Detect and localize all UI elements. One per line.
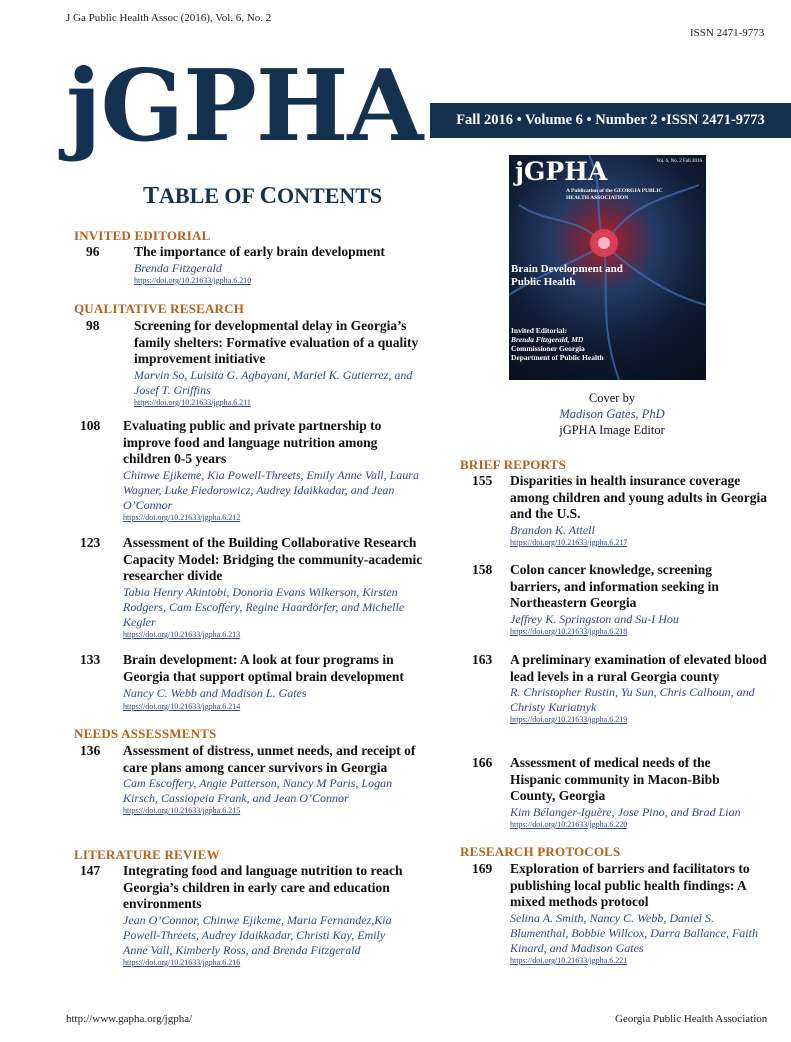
doi-link[interactable]: https://doi.org/10.21633/jgpha.6.216 — [123, 957, 241, 967]
journal-citation: J Ga Public Health Assoc (2016), Vol. 6, No. 2 — [66, 12, 272, 24]
page-number: 136 — [80, 743, 101, 758]
cover-image — [509, 155, 706, 380]
page-number: 98 — [86, 318, 100, 333]
toc-title: TABLE OF CONTENTS — [143, 183, 383, 209]
article-authors: Jean O’Connor, Chinwe Ejikeme, Maria Fernandez,Kia Powell-Threets, Audrey Idaikkadar, Christi Kay, Emily Anne Vall, Kimberly Ross, and Brenda Fitzgerald — [123, 912, 392, 957]
page-number: 166 — [472, 755, 493, 770]
article-authors: Marvin So, Luisita G. Agbayani, Mariel K. Gutierrez, and Josef T. Griffins — [134, 367, 413, 397]
article-authors: Brenda Fitzgerald — [134, 260, 222, 275]
cover-title: jGPHA — [515, 157, 608, 186]
journal-logo: jGPHA — [66, 49, 423, 164]
article-authors: Tabia Henry Akintobi, Donoria Evans Wilkerson, Kirsten Rodgers, Cam Escoffery, Regine Haardörfer, and Michelle Kegler — [123, 584, 405, 629]
article-title: Colon cancer knowledge, screening barriers, and information seeking in Northeastern Georgia — [510, 562, 719, 610]
cover-headline: Brain Development and Public Health — [511, 263, 623, 288]
page-number: 147 — [80, 863, 101, 878]
article-authors: Cam Escoffery, Angie Patterson, Nancy M Paris, Logan Kirsch, Cassiopeia Frank, and Jean O’Connor — [123, 776, 393, 805]
issue-bar: Fall 2016 • Volume 6 • Number 2 •ISSN 2471-9773 — [430, 103, 791, 138]
page-number: 155 — [472, 473, 493, 488]
section-literature-review: LITERATURE REVIEW — [74, 847, 220, 862]
article-title: Assessment of medical needs of the Hispanic community in Macon-Bibb County, Georgia — [510, 755, 720, 803]
doi-link[interactable]: https://doi.org/10.21633/jgpha.6.217 — [510, 537, 628, 547]
page-number: 169 — [472, 861, 493, 876]
article-authors: Nancy C. Webb and Madison L. Gates — [123, 686, 307, 700]
doi-link[interactable]: https://doi.org/10.21633/jgpha.6.219 — [510, 715, 628, 724]
cover-volume: Vol. 6, No. 2 Fall 2016 — [656, 159, 702, 164]
page-number: 108 — [80, 418, 101, 433]
article-authors: Kim Bélanger-Iguère, Jose Pino, and Brad Lian — [510, 804, 741, 819]
issn-label: ISSN 2471-9773 — [690, 27, 765, 39]
doi-link[interactable]: https://doi.org/10.21633/jgpha.6.218 — [510, 626, 628, 636]
page-number: 158 — [472, 562, 493, 577]
article-title: Disparities in health insurance coverage among children and young adults in Georgia and the U.S. — [510, 473, 768, 521]
footer-url[interactable]: http://www.gapha.org/jgpha/ — [66, 1013, 193, 1025]
article-authors: R. Christopher Rustin, Yu Sun, Chris Calhoun, and Christy Kuriatnyk — [510, 685, 755, 714]
footer-organization: Georgia Public Health Association — [615, 1013, 768, 1025]
page-number: 163 — [472, 652, 493, 667]
doi-link[interactable]: https://doi.org/10.21633/jgpha.6.214 — [123, 701, 241, 711]
section-needs-assessments: NEEDS ASSESSMENTS — [74, 726, 217, 741]
article-title: Exploration of barriers and facilitators to publishing local public health findings: A mixed methods protocol — [510, 861, 750, 909]
cover-editorial: Invited Editorial: Brenda Fitzgerald, MD Commissioner Georgia Department of Public Health — [511, 326, 604, 362]
doi-link[interactable]: https://doi.org/10.21633/jgpha.6.211 — [134, 397, 251, 407]
article-authors: Chinwe Ejikeme, Kia Powell-Threets, Emily Anne Vall, Laura Wagner, Luke Fiedorowicz, Audrey Idaikkadar, and Jean O’Connor — [123, 467, 419, 512]
article-authors: Selina A. Smith, Nancy C. Webb, Daniel S. Blumenthal, Bobbie Willcox, Darra Ballance, Faith Kinard, and Madison Gates — [510, 910, 758, 955]
section-brief-reports: BRIEF REPORTS — [460, 457, 567, 472]
section-research-protocols: RESEARCH PROTOCOLS — [460, 844, 621, 859]
page-number: 96 — [86, 244, 100, 259]
doi-link[interactable]: https://doi.org/10.21633/jgpha.6.213 — [123, 629, 241, 639]
cover-publication: A Publication of the GEORGIA PUBLIC HEALTH ASSOCIATION — [566, 188, 663, 201]
article-title: A preliminary examination of elevated blood lead levels in a rural Georgia county — [510, 652, 767, 684]
doi-link[interactable]: https://doi.org/10.21633/jgpha.6.220 — [510, 819, 628, 829]
page-number: 133 — [80, 652, 101, 667]
doi-link[interactable]: https://doi.org/10.21633/jgpha.6.221 — [510, 955, 628, 965]
article-title: Integrating food and language nutrition to reach Georgia’s children in early care and education environments — [123, 863, 403, 911]
article-title: Screening for developmental delay in Georgia’s family shelters: Formative evaluation of a quality improvement initiative — [134, 318, 419, 366]
section-qualitative-research: QUALITATIVE RESEARCH — [74, 301, 245, 316]
page-number: 123 — [80, 535, 101, 550]
article-authors: Brandon K. Attell — [510, 522, 595, 537]
cover-caption: Cover by Madison Gates, PhD jGPHA Image Editor — [559, 391, 665, 437]
article-title: Assessment of distress, unmet needs, and receipt of care plans among cancer survivors in Georgia — [123, 743, 416, 775]
article-authors: Jeffrey K. Springston and Su-I Hou — [510, 611, 679, 626]
article-title: Evaluating public and private partnership to improve food and language nutrition among children 0-5 years — [123, 418, 382, 466]
article-title: The importance of early brain development — [134, 244, 385, 259]
section-invited-editorial: INVITED EDITORIAL — [74, 228, 211, 243]
doi-link[interactable]: https://doi.org/10.21633/jgpha.6.212 — [123, 512, 241, 522]
article-title: Assessment of the Building Collaborative Research Capacity Model: Bridging the community-academic researcher divide — [123, 535, 423, 583]
article-title: Brain development: A look at four programs in Georgia that support optimal brain development Nancy C. Webb and Madison L. Gates — [123, 652, 404, 700]
doi-link[interactable]: https://doi.org/10.21633/jgpha.6.215 — [123, 806, 241, 815]
doi-link[interactable]: https://doi.org/10.21633/jgpha.6.210 — [134, 275, 252, 285]
